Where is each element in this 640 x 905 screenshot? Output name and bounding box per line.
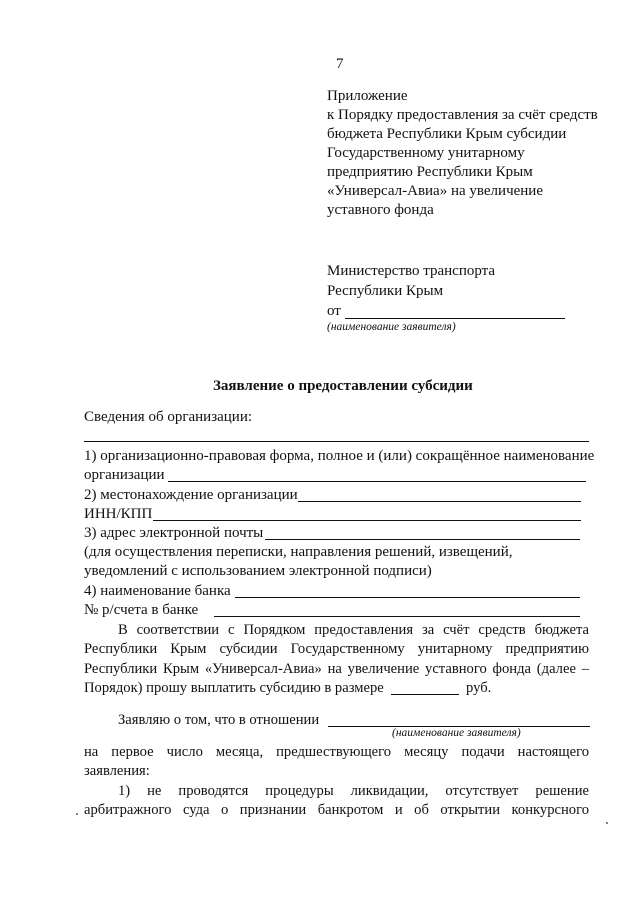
- appendix-line: к Порядку предоставления за счёт средств: [327, 107, 598, 123]
- para-1-line-2: Республики Крым субсидии Государственному унитарному предприятию: [84, 641, 589, 657]
- from-hint: (наименование заявителя): [327, 321, 456, 333]
- org-info-label: Сведения об организации:: [84, 409, 253, 425]
- applicant-hint: (наименование заявителя): [392, 727, 521, 739]
- para-1-line-4: Порядок) прошу выплатить субсидию в размере: [84, 680, 384, 696]
- appendix-block: [327, 87, 598, 220]
- org-blank-line: [84, 441, 589, 442]
- page-number: 7: [336, 56, 344, 72]
- appendix-line: Приложение: [327, 88, 408, 104]
- para-2-line-3: заявления:: [84, 763, 150, 779]
- scan-speck: [606, 822, 608, 824]
- inn-label: ИНН/КПП: [84, 506, 153, 522]
- appendix-line: уставного фонда: [327, 202, 434, 218]
- from-label: от: [327, 303, 341, 319]
- addressee-line-2: Республики Крым: [327, 283, 444, 299]
- field-4-line: [235, 597, 580, 598]
- para-2-line-2: на первое число месяца, предшествующего месяцу подачи настоящего: [84, 744, 589, 760]
- inn-line: [153, 520, 581, 521]
- field-1-label: 1) организационно-правовая форма, полное и (или) сокращённое наименование: [84, 448, 595, 464]
- document-title: Заявление о предоставлении субсидии: [213, 378, 473, 394]
- field-3-label: 3) адрес электронной почты: [84, 525, 264, 541]
- field-1-label-cont: организации: [84, 467, 165, 483]
- field-2-line: [298, 501, 581, 502]
- appendix-line: предприятию Республики Крым: [327, 164, 533, 180]
- addressee-line-1: Министерство транспорта: [327, 263, 496, 279]
- appendix-line: «Универсал-Авиа» на увеличение: [327, 183, 543, 199]
- scan-speck: [76, 813, 78, 815]
- account-line: [214, 616, 580, 617]
- para-1-line-3: Республики Крым «Универсал-Авиа» на увеличение уставного фонда (далее –: [84, 661, 589, 677]
- field-3-note-2: уведомлений с использованием электронной подписи): [84, 563, 432, 579]
- para-2-line-1: Заявляю о том, что в отношении: [118, 712, 320, 728]
- appendix-line: бюджета Республики Крым субсидии: [327, 126, 567, 142]
- currency-label: руб.: [466, 680, 492, 696]
- para-3-line-2: арбитражного суда о признании банкротом и об открытии конкурсного: [84, 802, 589, 818]
- field-4-label: 4) наименование банка: [84, 583, 231, 599]
- field-1-line: [168, 481, 586, 482]
- from-blank-line: [345, 318, 565, 319]
- para-3-line-1: 1) не проводятся процедуры ликвидации, отсутствует решение: [118, 783, 589, 799]
- field-3-line: [265, 539, 580, 540]
- para-1-line-1: В соответствии с Порядком предоставления за счёт средств бюджета: [118, 622, 589, 638]
- amount-blank-line: [391, 694, 459, 695]
- field-3-note-1: (для осуществления переписки, направления решений, извещений,: [84, 544, 513, 560]
- field-2-label: 2) местонахождение организации: [84, 487, 298, 503]
- account-label: № р/счета в банке: [84, 602, 199, 618]
- appendix-line: Государственному унитарному: [327, 145, 525, 161]
